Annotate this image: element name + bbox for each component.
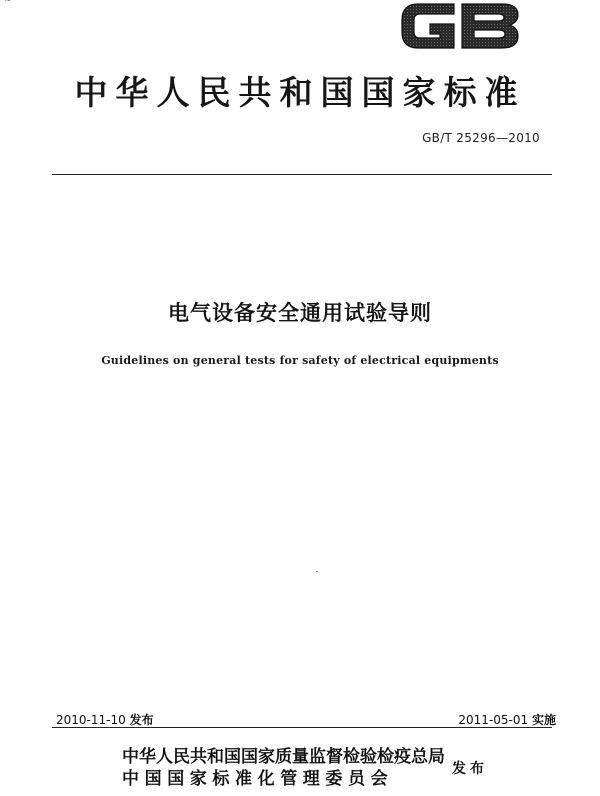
org-title: 中华人民共和国国家标准 (74, 73, 526, 112)
gb-logo-icon (398, 0, 522, 50)
implement-date-value: 2011-05-01 (458, 713, 529, 727)
implement-date (458, 711, 556, 728)
corner-mark: ~ (4, 0, 12, 6)
publish-date (56, 711, 154, 728)
publish-date-suffix: 发布 (129, 713, 154, 727)
issue-label: 发布 (452, 761, 488, 777)
top-divider (52, 174, 552, 175)
issuer-line: 中华人民共和国国家质量监督检验检疫总局 (122, 747, 445, 767)
publish-date-value: 2010-11-10 (56, 713, 126, 727)
issuer-block (122, 746, 445, 790)
implement-date-suffix: 实施 (531, 713, 556, 727)
document-title-en: Guidelines on general tests for safety of electrical equipments (101, 354, 499, 367)
scan-speck (316, 571, 318, 572)
standard-number: GB/T 25296—2010 (422, 131, 540, 145)
issuer-line: 中国国家标准化管理委员会 (122, 769, 394, 789)
bottom-divider (52, 727, 552, 728)
document-title-cn: 电气设备安全通用试验导则 (168, 301, 432, 325)
